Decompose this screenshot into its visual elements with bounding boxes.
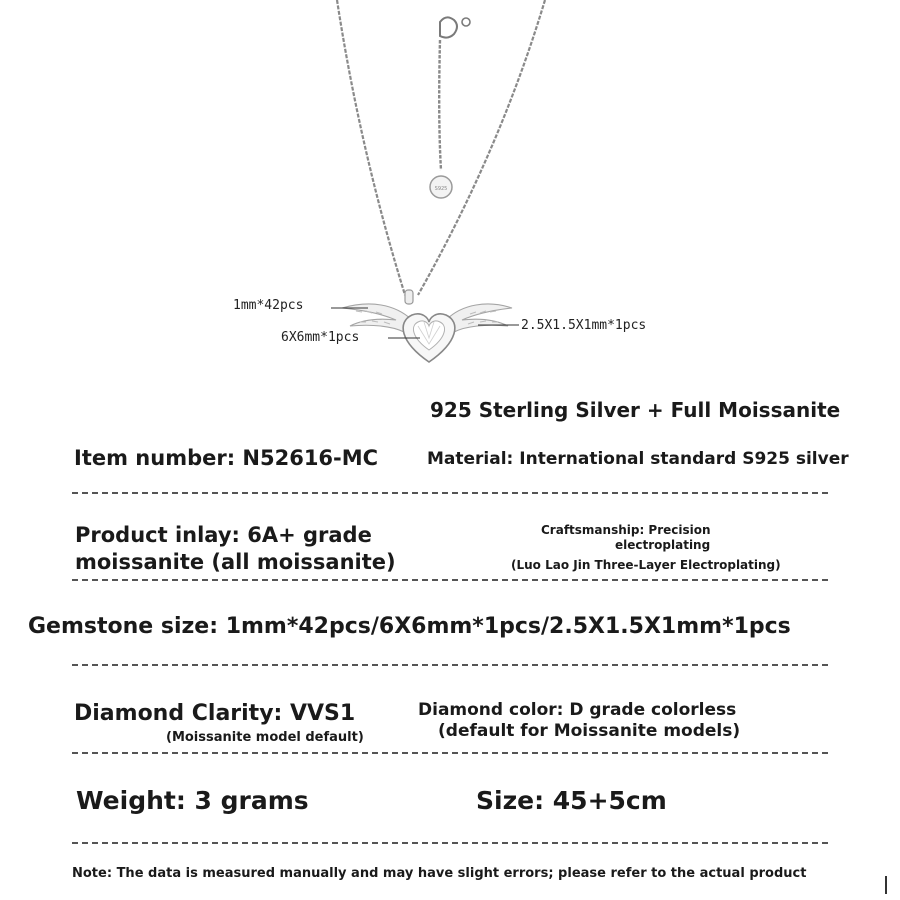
gemstone-size: Gemstone size: 1mm*42pcs/6X6mm*1pcs/2.5X1.5X1mm*1pcs [28, 614, 791, 639]
divider-2 [72, 579, 828, 581]
diamond-color-line1: Diamond color: D grade colorless [418, 700, 737, 720]
divider-1 [72, 492, 828, 494]
item-number: Item number: N52616-MC [74, 446, 379, 470]
product-inlay-line2: moissanite (all moissanite) [75, 550, 396, 574]
jump-ring [462, 18, 470, 26]
necklace-chain-left [337, 0, 405, 295]
craftsmanship-line2: electroplating [615, 538, 711, 552]
diamond-color-line2: (default for Moissanite models) [438, 721, 741, 741]
edge-mark [885, 876, 887, 894]
right-wing [446, 304, 512, 332]
craftsmanship-line3: (Luo Lao Jin Three-Layer Electroplating) [511, 558, 781, 572]
headline: 925 Sterling Silver + Full Moissanite [430, 398, 841, 422]
craftsmanship-line1: Craftsmanship: Precision [541, 523, 711, 537]
divider-4 [72, 752, 828, 754]
clarity-note: (Moissanite model default) [166, 730, 364, 745]
callout-small-stones: 1mm*42pcs [233, 298, 304, 313]
material: Material: International standard S925 silver [427, 449, 849, 469]
diamond-clarity: Diamond Clarity: VVS1 [74, 701, 356, 726]
tag-engraving: S925 [434, 186, 448, 192]
disclaimer-note: Note: The data is measured manually and may have slight errors; please refer to the actual product [72, 866, 807, 881]
product-illustration [0, 0, 900, 380]
callout-center-stone: 6X6mm*1pcs [281, 330, 360, 345]
divider-3 [72, 664, 828, 666]
lobster-clasp [440, 17, 457, 37]
extender-chain [439, 40, 441, 170]
product-inlay-line1: Product inlay: 6A+ grade [75, 523, 372, 547]
size: Size: 45+5cm [476, 786, 667, 815]
necklace-chain-right [418, 0, 545, 295]
weight: Weight: 3 grams [76, 786, 309, 815]
divider-5 [72, 842, 828, 844]
pendant-bail [405, 290, 413, 304]
callout-marquise-stones: 2.5X1.5X1mm*1pcs [521, 318, 647, 333]
